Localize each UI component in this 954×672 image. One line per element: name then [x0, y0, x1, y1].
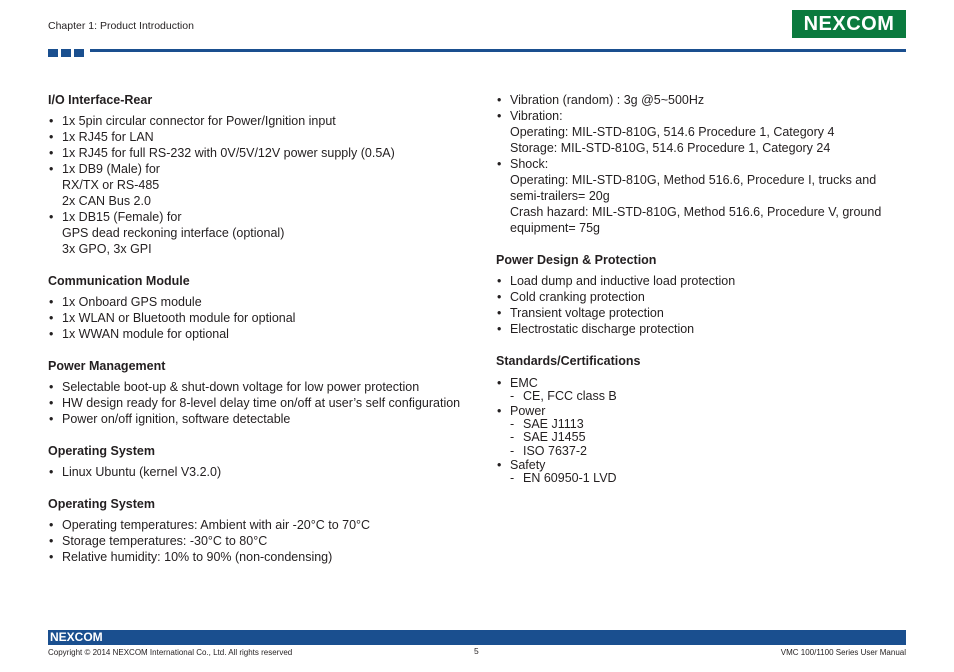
standard-label: • Safety — [510, 458, 546, 472]
list-item — [48, 209, 468, 257]
list-item — [48, 113, 468, 129]
list-item — [496, 92, 916, 108]
bullet-list — [48, 294, 468, 342]
bullet-list — [48, 464, 468, 480]
list-item — [496, 289, 916, 305]
header-square-3 — [74, 49, 84, 57]
list-item — [496, 376, 916, 404]
list-item-subline: GPS dead reckoning interface (optional) — [62, 226, 285, 240]
list-item — [496, 458, 916, 486]
list-item-text: • 1x 5pin circular connector for Power/Ignition input — [62, 114, 336, 128]
bullet-list — [48, 113, 468, 257]
list-item — [48, 379, 468, 395]
chapter-title: Chapter 1: Product Introduction — [48, 20, 194, 32]
list-item-subline: 3x GPO, 3x GPI — [62, 242, 152, 256]
section-heading: Operating System — [48, 497, 155, 511]
list-item-text: • 1x DB9 (Male) for — [62, 162, 160, 176]
manual-title: VMC 100/1100 Series User Manual — [780, 648, 906, 657]
section-heading: Standards/Certifications — [496, 354, 641, 368]
copyright-text: Copyright © 2014 NEXCOM International Co., Ltd. All rights reserved — [48, 648, 293, 657]
list-item-text: • Operating temperatures: Ambient with air -20°C to 70°C — [62, 518, 371, 532]
section-heading: Power Management — [48, 359, 166, 373]
list-item-text: • 1x RJ45 for full RS-232 with 0V/5V/12V power supply (0.5A) — [62, 146, 395, 160]
list-item — [496, 273, 916, 289]
list-item-text: • Vibration: — [510, 109, 563, 123]
list-item-text: • 1x RJ45 for LAN — [62, 130, 154, 144]
list-item — [48, 549, 468, 565]
header-rule — [90, 49, 906, 52]
header-square-2 — [61, 49, 71, 57]
standard-subitem-text: CE, FCC class B — [523, 389, 617, 403]
list-item-text: • Relative humidity: 10% to 90% (non-condensing) — [62, 550, 333, 564]
list-item-text: • Electrostatic discharge protection — [510, 322, 695, 336]
list-item-text: • Load dump and inductive load protection — [510, 274, 736, 288]
bullet-list — [496, 92, 916, 236]
list-item-subline: Storage: MIL-STD-810G, 514.6 Procedure 1, Category 24 — [510, 141, 831, 155]
left-column — [48, 92, 468, 581]
list-item-text: • Shock: — [510, 157, 549, 171]
standard-subitem — [510, 390, 916, 404]
list-item-subline: 2x CAN Bus 2.0 — [62, 194, 151, 208]
list-item-text: • Vibration (random) : 3g @5~500Hz — [510, 93, 705, 107]
dash-marker: - — [510, 416, 515, 431]
dash-marker: - — [510, 430, 515, 444]
footer-bar — [48, 630, 906, 645]
page-number: 5 — [474, 646, 479, 656]
standard-subitem — [510, 445, 916, 459]
list-item — [48, 395, 468, 411]
list-item-subline: Operating: MIL-STD-810G, 514.6 Procedure 1, Category 4 — [510, 125, 835, 139]
list-item-text: • 1x WLAN or Bluetooth module for optional — [62, 311, 296, 325]
section-heading: Operating System — [48, 444, 155, 458]
standard-subitem-text: ISO 7637-2 — [523, 443, 587, 458]
standard-subitem — [510, 472, 916, 486]
nexcom-logo — [792, 10, 906, 38]
list-item-subline: equipment= 75g — [510, 221, 601, 235]
list-item — [48, 533, 468, 549]
list-item — [48, 145, 468, 161]
list-item-text: • Cold cranking protection — [510, 290, 645, 304]
list-item — [48, 129, 468, 145]
list-item-subline: Crash hazard: MIL-STD-810G, Method 516.6, Procedure V, ground — [510, 205, 882, 219]
list-item-text: • 1x Onboard GPS module — [62, 295, 202, 309]
standard-subitem-text: SAE J1113 — [523, 416, 584, 431]
bullet-list — [48, 517, 468, 565]
list-item-subline: Operating: MIL-STD-810G, Method 516.6, Procedure I, trucks and — [510, 173, 877, 187]
standard-subitem-text: EN 60950-1 LVD — [523, 471, 617, 485]
list-item — [48, 294, 468, 310]
section-heading: Power Design & Protection — [496, 253, 657, 267]
list-item — [48, 517, 468, 533]
list-item — [48, 464, 468, 480]
standard-subitem-text: SAE J1455 — [523, 430, 586, 444]
right-column — [496, 92, 916, 502]
list-item-text: • 1x DB15 (Female) for — [62, 210, 182, 224]
logo-text: NEXCOM — [803, 12, 895, 35]
standard-subitem — [510, 431, 916, 445]
dash-marker: - — [510, 443, 515, 458]
list-item-text: • Transient voltage protection — [510, 306, 664, 320]
list-item-subline: RX/TX or RS-485 — [62, 178, 160, 192]
section-heading: Communication Module — [48, 274, 190, 288]
bullet-list — [48, 379, 468, 427]
list-item — [496, 108, 916, 156]
bullet-list — [496, 273, 916, 337]
footer-logo: NEXCOM — [50, 630, 103, 644]
list-item — [496, 156, 916, 236]
list-item — [496, 404, 916, 459]
list-item — [48, 161, 468, 209]
list-item-text: • Selectable boot-up & shut-down voltage for low power protection — [62, 380, 420, 394]
standard-subitem — [510, 418, 916, 432]
list-item — [48, 326, 468, 342]
list-item — [496, 321, 916, 337]
list-item — [48, 411, 468, 427]
list-item — [496, 305, 916, 321]
list-item-text: • Storage temperatures: -30°C to 80°C — [62, 534, 268, 548]
standards-list — [496, 376, 916, 486]
list-item — [48, 310, 468, 326]
list-item-text: • Linux Ubuntu (kernel V3.2.0) — [62, 465, 222, 479]
header-square-1 — [48, 49, 58, 57]
dash-marker: - — [510, 471, 515, 485]
list-item-text: • Power on/off ignition, software detectable — [62, 412, 291, 426]
section-heading: I/O Interface-Rear — [48, 93, 153, 107]
list-item-text: • 1x WWAN module for optional — [62, 327, 229, 341]
standard-label: • EMC — [510, 376, 538, 390]
standard-label: • Power — [510, 403, 546, 418]
list-item-subline: semi-trailers= 20g — [510, 189, 610, 203]
dash-marker: - — [510, 389, 515, 403]
list-item-text: • HW design ready for 8-level delay time on/off at user’s self configuration — [62, 396, 461, 410]
